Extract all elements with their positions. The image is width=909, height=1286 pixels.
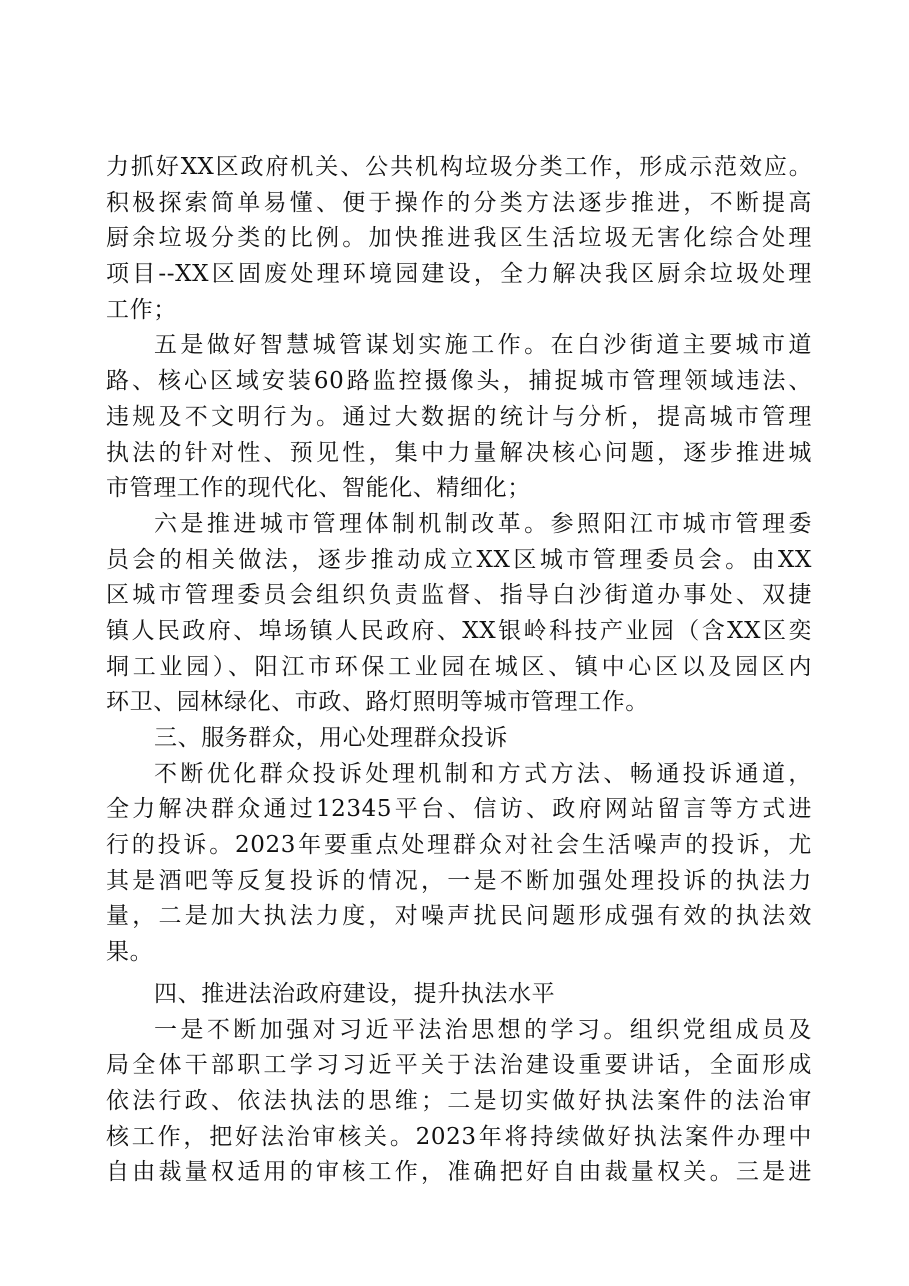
text-line: 全力解决群众通过12345平台、信访、政府网站留言等方式进 xyxy=(106,796,812,823)
text-line: 五是做好智慧城管谋划实施工作。在白沙街道主要城市道 xyxy=(154,332,812,359)
section-heading-rule-of-law xyxy=(106,977,812,1013)
text-line: 路、核心区域安装60路监控摄像头，捕捉城市管理领域违法、 xyxy=(106,368,812,395)
text-line: 行的投诉。2023年要重点处理群众对社会生活噪声的投诉，尤 xyxy=(106,832,812,859)
section-heading-serve-public xyxy=(106,721,812,757)
text-line: 执法的针对性、预见性，集中力量解决核心问题，逐步推进城 xyxy=(106,439,812,466)
text-line: 核工作，把好法治审核关。2023年将持续做好执法案件办理中 xyxy=(106,1123,812,1150)
text-line: 市管理工作的现代化、智能化、精细化； xyxy=(106,475,531,502)
text-line: 果。 xyxy=(106,939,154,966)
text-line: 力抓好XX区政府机关、公共机构垃圾分类工作，形成示范效应。 xyxy=(106,154,812,180)
text-line: 员会的相关做法，逐步推动成立XX区城市管理委员会。由XX xyxy=(106,546,812,573)
text-line: 积极探索简单易懂、便于操作的分类方法逐步推进，不断提高 xyxy=(106,189,812,216)
text-line: 环卫、园林绿化、市政、路灯照明等城市管理工作。 xyxy=(106,689,649,716)
paragraph-complaints xyxy=(106,757,812,971)
text-line: 违规及不文明行为。通过大数据的统计与分析，提高城市管理 xyxy=(106,403,812,430)
paragraph-smart-city xyxy=(106,328,812,506)
text-line: 量，二是加大执法力度，对噪声扰民问题形成强有效的执法效 xyxy=(106,903,812,930)
paragraph-waste-sorting xyxy=(106,150,812,328)
section-heading: 四、推进法治政府建设，提升执法水平 xyxy=(154,980,556,1007)
document-body xyxy=(106,150,812,1191)
text-line: 垌工业园）、阳江市环保工业园在城区、镇中心区以及园区内 xyxy=(106,653,812,680)
text-line: 项目--XX区固废处理环境园建设，全力解决我区厨余垃圾处理 xyxy=(106,261,812,288)
text-line: 一是不断加强对习近平法治思想的学习。组织党组成员及 xyxy=(154,1016,812,1043)
text-line: 其是酒吧等反复投诉的情况，一是不断加强处理投诉的执法力 xyxy=(106,867,812,894)
text-line: 不断优化群众投诉处理机制和方式方法、畅通投诉通道， xyxy=(154,760,812,787)
text-line: 区城市管理委员会组织负责监督、指导白沙街道办事处、双捷 xyxy=(106,582,812,609)
text-line: 厨余垃圾分类的比例。加快推进我区生活垃圾无害化综合处理 xyxy=(106,225,812,252)
section-heading: 三、服务群众，用心处理群众投诉 xyxy=(154,725,508,751)
text-line: 工作； xyxy=(106,296,177,323)
text-line: 自由裁量权适用的审核工作，准确把好自由裁量权关。三是进 xyxy=(106,1159,812,1186)
paragraph-legal-study xyxy=(106,1013,812,1191)
text-line: 六是推进城市管理体制机制改革。参照阳江市城市管理委 xyxy=(154,510,812,537)
text-line: 依法行政、依法执法的思维；二是切实做好执法案件的法治审 xyxy=(106,1087,812,1114)
text-line: 镇人民政府、埠场镇人民政府、XX银岭科技产业园（含XX区奕 xyxy=(106,617,812,644)
text-line: 局全体干部职工学习习近平关于法治建设重要讲话，全面形成 xyxy=(106,1052,812,1079)
paragraph-system-reform xyxy=(106,507,812,721)
